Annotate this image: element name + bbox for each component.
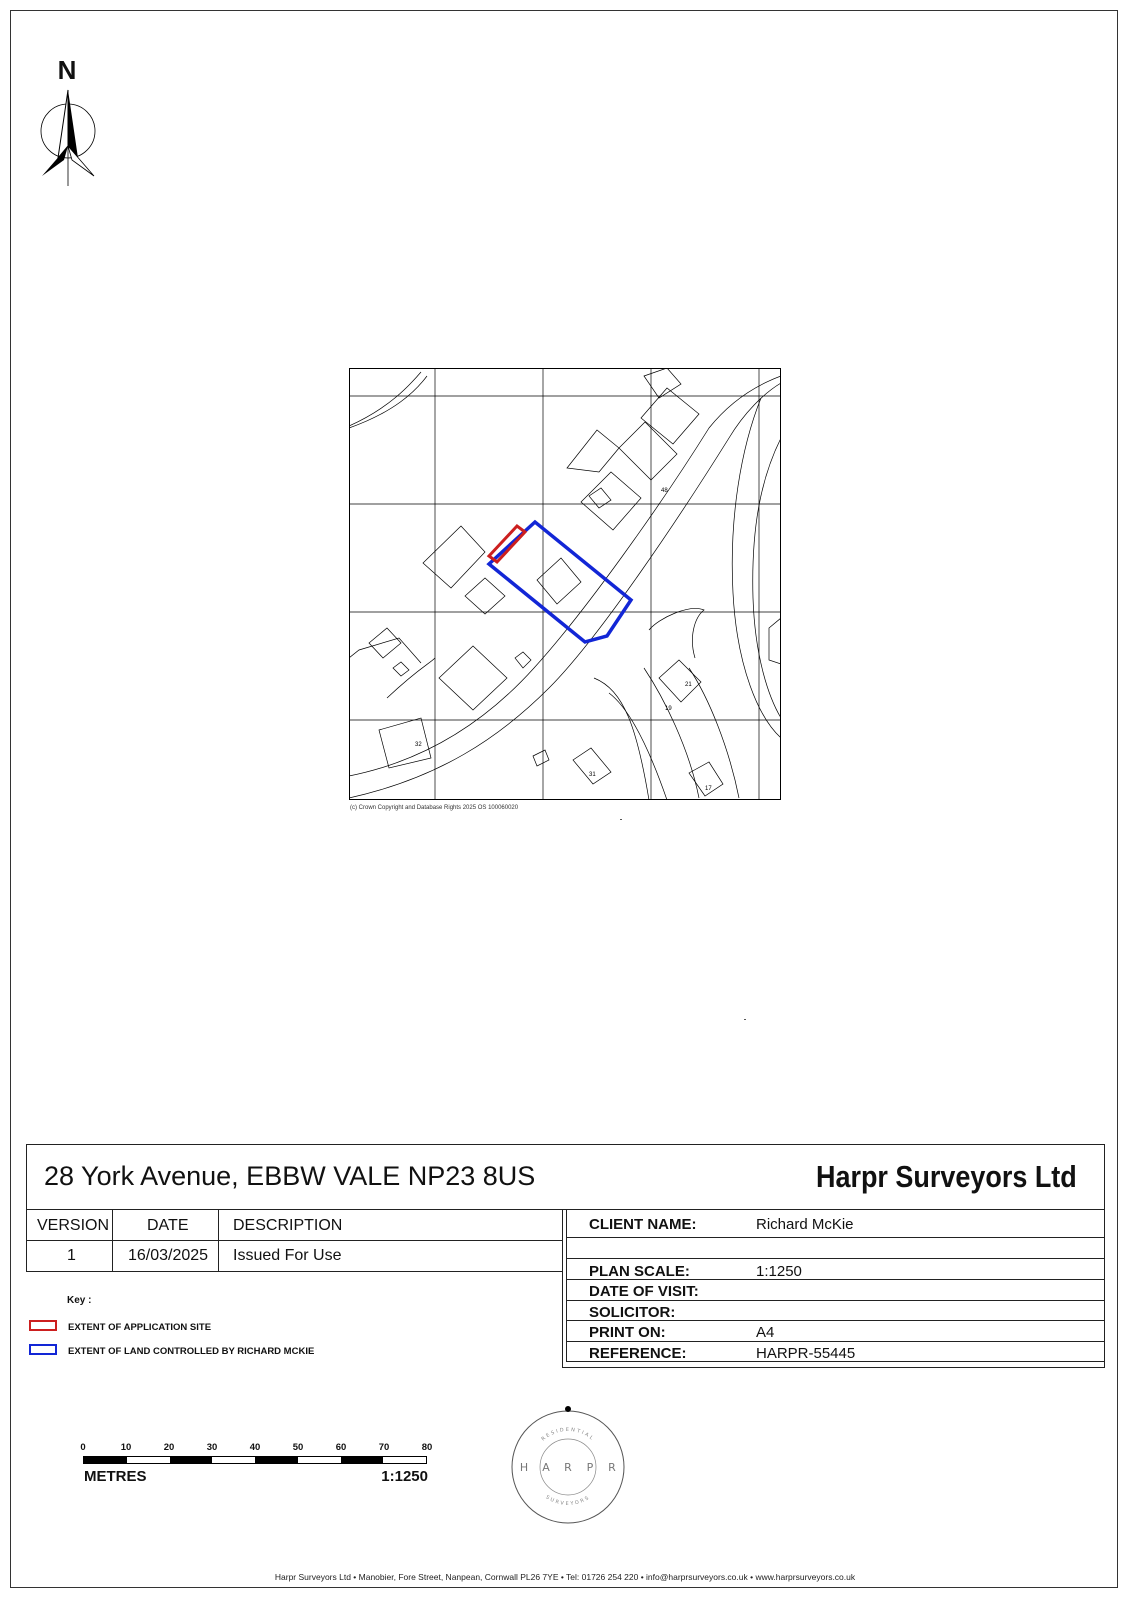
revision-version: 1 xyxy=(67,1247,76,1264)
controlled-land-swatch xyxy=(29,1344,57,1355)
title-block-divider xyxy=(26,1209,1104,1210)
svg-text:SURVEYORS xyxy=(544,1494,591,1507)
revision-description: Issued For Use xyxy=(233,1247,342,1264)
revision-header-version: VERSION xyxy=(37,1217,110,1234)
controlled-land-key-label: EXTENT OF LAND CONTROLLED BY RICHARD MCKIE xyxy=(68,1346,315,1357)
site-address: 28 York Avenue, EBBW VALE NP23 8US xyxy=(44,1161,536,1191)
revision-header-description: DESCRIPTION xyxy=(233,1217,343,1234)
solicitor-label: SOLICITOR: xyxy=(589,1304,676,1321)
scale-unit: METRES xyxy=(84,1468,147,1485)
scale-tick: 0 xyxy=(80,1442,86,1453)
details-table-line xyxy=(566,1209,567,1362)
scale-tick: 30 xyxy=(206,1442,218,1453)
revision-header-date: DATE xyxy=(147,1217,189,1234)
scale-bar-segments xyxy=(83,1456,427,1464)
house-number: 31 xyxy=(589,772,596,778)
logo-letter: P xyxy=(586,1461,594,1474)
house-number: 32 xyxy=(415,742,422,748)
key-title: Key : xyxy=(67,1295,92,1306)
logo-letter: A xyxy=(542,1461,550,1474)
reference-value: HARPR-55445 xyxy=(756,1345,856,1362)
logo-letter: R xyxy=(564,1461,572,1474)
revision-table-line xyxy=(26,1240,562,1241)
scale-tick: 80 xyxy=(421,1442,433,1453)
scale-tick: 40 xyxy=(249,1442,261,1453)
details-table-line xyxy=(566,1237,1104,1238)
footer-contact: Harpr Surveyors Ltd • Manobier, Fore Street, Nanpean, Cornwall PL26 7YE • Tel: 01726 254 220 • info@harprsurveyors.co.uk • www.harprsurveyors.co.uk xyxy=(274,1572,856,1582)
title-block-border xyxy=(26,1144,27,1272)
scale-ratio: 1:1250 xyxy=(381,1468,428,1485)
logo-letters xyxy=(520,1461,616,1474)
house-number: 21 xyxy=(685,682,692,688)
date-of-visit-label: DATE OF VISIT: xyxy=(589,1283,699,1300)
harpr-logo-icon xyxy=(505,1404,631,1530)
application-site-key-label: EXTENT OF APPLICATION SITE xyxy=(68,1322,212,1333)
reference-label: REFERENCE: xyxy=(589,1345,687,1362)
north-arrow-icon xyxy=(36,86,100,190)
print-on-label: PRINT ON: xyxy=(589,1324,666,1341)
plan-scale-label: PLAN SCALE: xyxy=(589,1263,690,1280)
plan-scale-value: 1:1250 xyxy=(756,1263,802,1280)
logo-letter: R xyxy=(608,1461,616,1474)
north-arrow xyxy=(36,56,100,190)
svg-text:RESIDENTIAL xyxy=(541,1427,596,1442)
revision-date: 16/03/2025 xyxy=(128,1247,209,1264)
logo-top-text: RESIDENTIAL xyxy=(540,1426,596,1443)
scale-tick: 70 xyxy=(378,1442,390,1453)
details-table-line xyxy=(566,1258,1104,1259)
scale-bar xyxy=(76,1442,442,1494)
revision-table-line xyxy=(26,1271,562,1272)
print-on-value: A4 xyxy=(756,1324,775,1341)
map-copyright: (c) Crown Copyright and Database Rights 2025 OS 100060020 xyxy=(350,805,519,811)
site-map-svg xyxy=(349,368,781,800)
north-label: N xyxy=(57,55,77,85)
details-table-line xyxy=(562,1367,1105,1368)
scale-tick: 60 xyxy=(335,1442,347,1453)
site-map xyxy=(349,368,781,800)
title-block-border xyxy=(26,1144,1104,1145)
scale-tick: 20 xyxy=(163,1442,175,1453)
company-name: Harpr Surveyors Ltd xyxy=(816,1159,1077,1194)
house-number: 17 xyxy=(705,786,712,792)
revision-table-line xyxy=(112,1209,113,1271)
application-site-swatch xyxy=(29,1320,57,1331)
map-speck xyxy=(620,819,622,820)
scale-tick: 10 xyxy=(120,1442,132,1453)
house-number: 19 xyxy=(665,706,672,712)
title-block-border xyxy=(1104,1144,1105,1368)
logo-letter: H xyxy=(519,1461,529,1474)
details-table-line xyxy=(562,1209,563,1368)
revision-table-line xyxy=(218,1209,219,1271)
logo-bottom-text: SURVEYORS xyxy=(544,1494,592,1508)
harpr-logo xyxy=(505,1404,631,1530)
map-speck xyxy=(744,1019,746,1020)
scale-tick: 50 xyxy=(292,1442,304,1453)
house-number: 48 xyxy=(661,488,668,494)
client-name-value: Richard McKie xyxy=(756,1216,854,1233)
client-name-label: CLIENT NAME: xyxy=(589,1216,697,1233)
